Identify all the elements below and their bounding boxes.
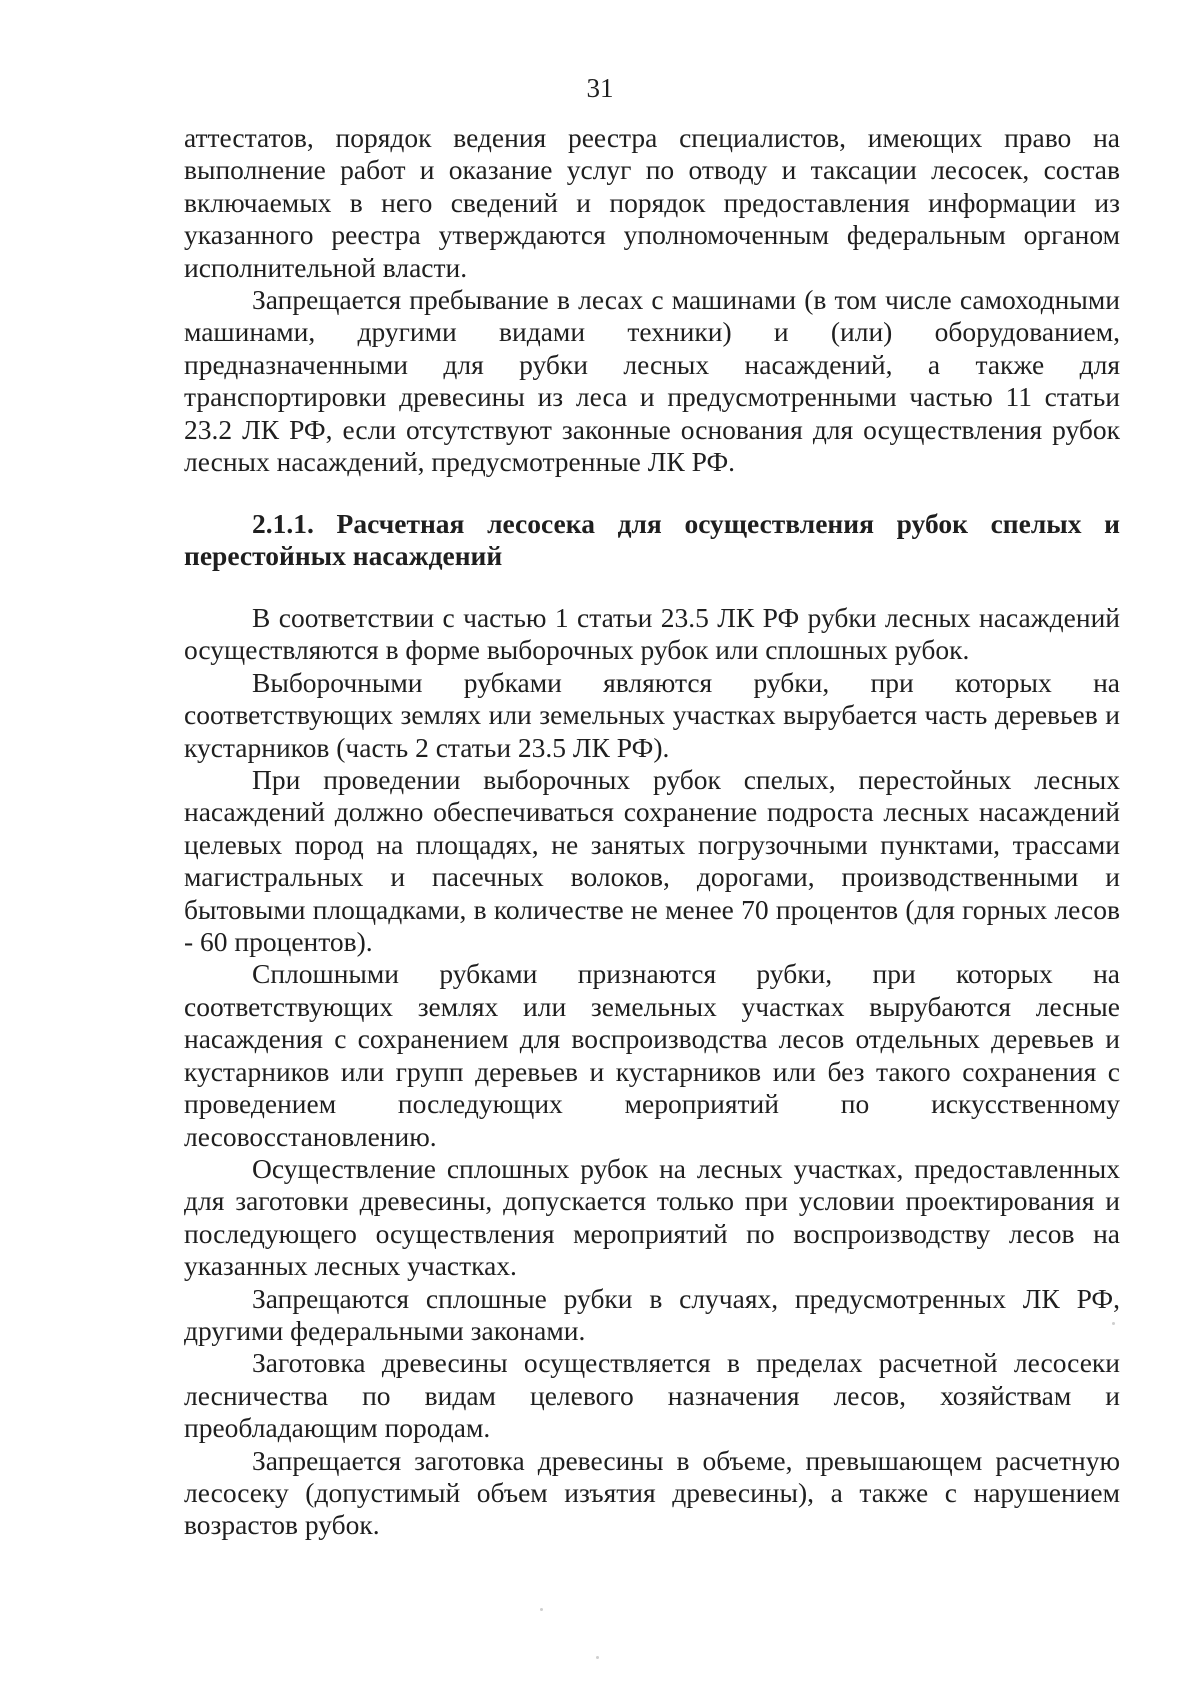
scan-speck: [596, 1656, 599, 1659]
section-text: [184, 602, 1120, 1542]
paragraph: Запрещаются сплошные рубки в случаях, предусмотренных ЛК РФ, другими федеральными законами.: [184, 1282, 1120, 1346]
paragraph: Осуществление сплошных рубок на лесных участках, предоставленных для заготовки древесины, допускается только при условии проектирования и последующего осуществления мероприятий по воспроизводству лесов на указанных лесных участках.: [184, 1152, 1120, 1282]
scan-speck: [540, 1608, 543, 1611]
section-heading: 2.1.1. Расчетная лесосека для осуществления рубок спелых и перестойных насаждений: [184, 508, 1120, 572]
paragraph: Сплошными рубками признаются рубки, при которых на соответствующих землях или земельных участках вырубаются лесные насаждения с сохранением для воспроизводства лесов отдельных деревьев и кустарников или групп деревьев и кустарников или без такого сохранения с проведением последующих мероприятий по искусственному лесовосстановлению.: [184, 958, 1120, 1152]
paragraph: Заготовка древесины осуществляется в пределах расчетной лесосеки лесничества по видам целевого назначения лесов, хозяйствам и преобладающим породам.: [184, 1347, 1120, 1444]
scan-speck: [1112, 1322, 1115, 1325]
paragraph-machinery-ban: Запрещается пребывание в лесах с машинами (в том числе самоходными машинами, другими видами техники) и (или) оборудованием, предназначенными для рубки лесных насаждений, а также для транспортировки древесины из леса и предусмотренными частью 11 статьи 23.2 ЛК РФ, если отсутствуют законные основания для осуществления рубок лесных насаждений, предусмотренные ЛК РФ.: [184, 284, 1120, 478]
paragraph: В соответствии с частью 1 статьи 23.5 ЛК РФ рубки лесных насаждений осуществляются в форме выборочных рубок или сплошных рубок.: [184, 602, 1120, 666]
page-number: 31: [586, 73, 614, 103]
paragraph: Выборочными рубками являются рубки, при которых на соответствующих землях или земельных участках вырубается часть деревьев и кустарников (часть 2 статьи 23.5 ЛК РФ).: [184, 666, 1120, 763]
paragraph: Запрещается заготовка древесины в объеме, превышающем расчетную лесосеку (допустимый объем изъятия древесины), а также с нарушением возрастов рубок.: [184, 1444, 1120, 1541]
paragraph: При проведении выборочных рубок спелых, перестойных лесных насаждений должно обеспечиваться сохранение подроста лесных насаждений целевых пород на площадях, не занятых погрузочными пунктами, трассами магистральных и пасечных волоков, дорогами, производственными и бытовыми площадками, в количестве не менее 70 процентов (для горных лесов - 60 процентов).: [184, 764, 1120, 958]
intro-text: [184, 122, 1120, 478]
paragraph-continuation: аттестатов, порядок ведения реестра специалистов, имеющих право на выполнение работ и оказание услуг по отводу и таксации лесосек, состав включаемых в него сведений и порядок предоставления информации из указанного реестра утверждаются уполномоченным федеральным органом исполнительной власти.: [184, 122, 1120, 283]
